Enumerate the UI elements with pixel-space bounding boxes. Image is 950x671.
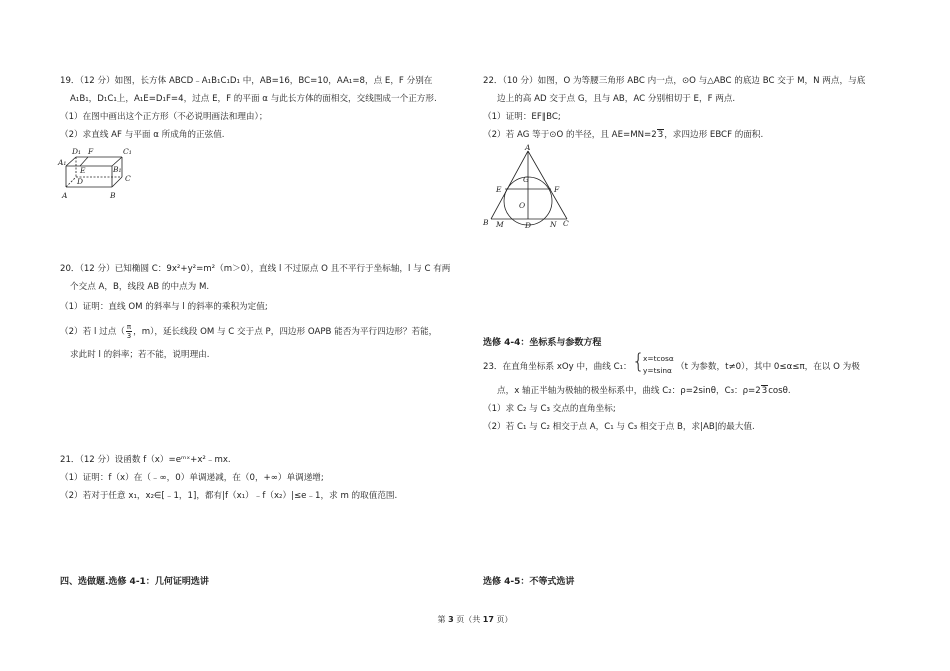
q20-line2: 个交点 A，B，线段 AB 的中点为 M. — [70, 282, 210, 292]
q23-line1a: 23．在直角坐标系 xOy 中，曲线 C₁： — [483, 362, 632, 372]
label-C1: C₁ — [123, 147, 132, 156]
label-C: C — [563, 219, 569, 228]
q22-part2-a: （2）若 AG 等于⊙O 的半径，且 AE=MN=2 — [483, 130, 657, 140]
label-B: B — [110, 191, 116, 200]
q20-part2 — [60, 323, 437, 340]
fraction — [126, 323, 132, 340]
sqrt-radicand: 3 — [657, 130, 664, 140]
param-y: y=tsinα — [643, 366, 672, 375]
footer-mid: 页（共 — [453, 615, 483, 624]
q22-part1: （1）证明：EF∥BC; — [483, 112, 561, 122]
fraction-numerator: π — [126, 323, 132, 331]
label-D: D — [77, 177, 84, 186]
footer-pre: 第 — [437, 615, 449, 624]
label-B1: B₁ — [113, 165, 122, 174]
param-x: x=tcosα — [643, 354, 674, 363]
label-D1: D₁ — [72, 147, 82, 156]
q20-part2-a: （2）若 l 过点（ — [60, 327, 125, 337]
label-O: O — [519, 201, 526, 210]
cuboid-figure — [60, 144, 140, 207]
q23-line2-a: 点，x 轴正半轴为极轴的极坐标系中，曲线 C₂：ρ=2sinθ，C₃：ρ=2 — [497, 386, 761, 396]
label-E: E — [80, 166, 86, 175]
q23-line1b: （t 为参数，t≠0），其中 0≤α≤π，在以 O 为极 — [676, 362, 860, 372]
q22-line1: 22．（10 分）如图，O 为等腰三角形 ABC 内一点，⊙O 与△ABC 的底边 BC 交于 M，N 两点，与底 — [483, 76, 866, 86]
q21-part2: （2）若对于任意 x₁，x₂∈[﹣1，1]，都有|f（x₁）﹣f（x₂）|≤e﹣1，求 m 的取值范围. — [60, 491, 398, 501]
page-number: 3 — [448, 615, 454, 624]
q22-line2: 边上的高 AD 交于点 G，且与 AB，AC 分别相切于 E，F 两点. — [497, 94, 736, 104]
label-A: A — [62, 191, 68, 200]
q20-part1: （1）证明：直线 OM 的斜率与 l 的斜率的乘积为定值; — [60, 302, 268, 312]
sqrt-radicand-2: 3 — [761, 386, 768, 396]
label-N: N — [550, 220, 557, 229]
triangle-circle-figure — [483, 145, 583, 238]
q22-part2 — [483, 129, 763, 141]
label-F: F — [88, 147, 94, 156]
q19-line1: 19．（12 分）如图，长方体 ABCD﹣A₁B₁C₁D₁ 中，AB=16，BC=10，AA₁=8，点 E，F 分别在 — [60, 76, 433, 86]
q19-part1: （1）在图中画出这个正方形（不必说明画法和理由）； — [60, 112, 268, 122]
q20-line5: 求此时 l 的斜率；若不能，说明理由. — [70, 350, 210, 360]
q23-line2-b: cosθ. — [768, 386, 791, 396]
q23-part2: （2）若 C₁ 与 C₂ 相交于点 A，C₁ 与 C₃ 相交于点 B，求|AB|的最大值. — [483, 422, 755, 432]
q21-part1: （1）证明：f（x）在（﹣∞，0）单调递减，在（0，+∞）单调递增; — [60, 473, 324, 483]
fraction-denominator: 3 — [126, 332, 132, 340]
q21-line1: 21．（12 分）设函数 f（x）=eᵐˣ+x²﹣mx. — [60, 455, 231, 465]
label-G: G — [523, 175, 529, 184]
label-D: D — [525, 221, 532, 230]
page-footer — [0, 614, 950, 626]
q22-part2-b: ，求四边形 EBCF 的面积. — [664, 130, 764, 140]
label-A: A — [525, 143, 531, 152]
q19-part2: （2）求直线 AF 与平面 α 所成角的正弦值. — [60, 130, 225, 140]
q23-part1: （1）求 C₂ 与 C₃ 交点的直角坐标; — [483, 404, 616, 414]
q20-line1: 20．（12 分）已知椭圆 C：9x²+y²=m²（m＞0），直线 l 不过原点 O 且不平行于坐标轴，l 与 C 有两 — [60, 264, 451, 274]
section-4-4-heading: 选修 4-4：坐标系与参数方程 — [483, 338, 602, 348]
total-pages: 17 — [482, 615, 494, 624]
section-4-5-heading: 选修 4-5：不等式选讲 — [483, 577, 575, 587]
label-E: E — [496, 185, 502, 194]
label-M: M — [496, 220, 504, 229]
label-A1: A₁ — [58, 158, 67, 167]
q23-line2 — [497, 385, 791, 397]
q19-line2: A₁B₁，D₁C₁上，A₁E=D₁F=4，过点 E，F 的平面 α 与此长方体的面相交，交线围成一个正方形. — [70, 94, 437, 104]
section-4-heading: 四、选做题.选修 4-1：几何证明选讲 — [60, 577, 209, 587]
label-F: F — [554, 185, 560, 194]
label-B: B — [483, 218, 489, 227]
brace: { — [632, 349, 645, 373]
footer-post: 页） — [493, 615, 513, 624]
q20-part2-b: ，m），延长线段 OM 与 C 交于点 P，四边形 OAPB 能否为平行四边形？若能， — [133, 327, 438, 337]
label-C: C — [125, 174, 131, 183]
